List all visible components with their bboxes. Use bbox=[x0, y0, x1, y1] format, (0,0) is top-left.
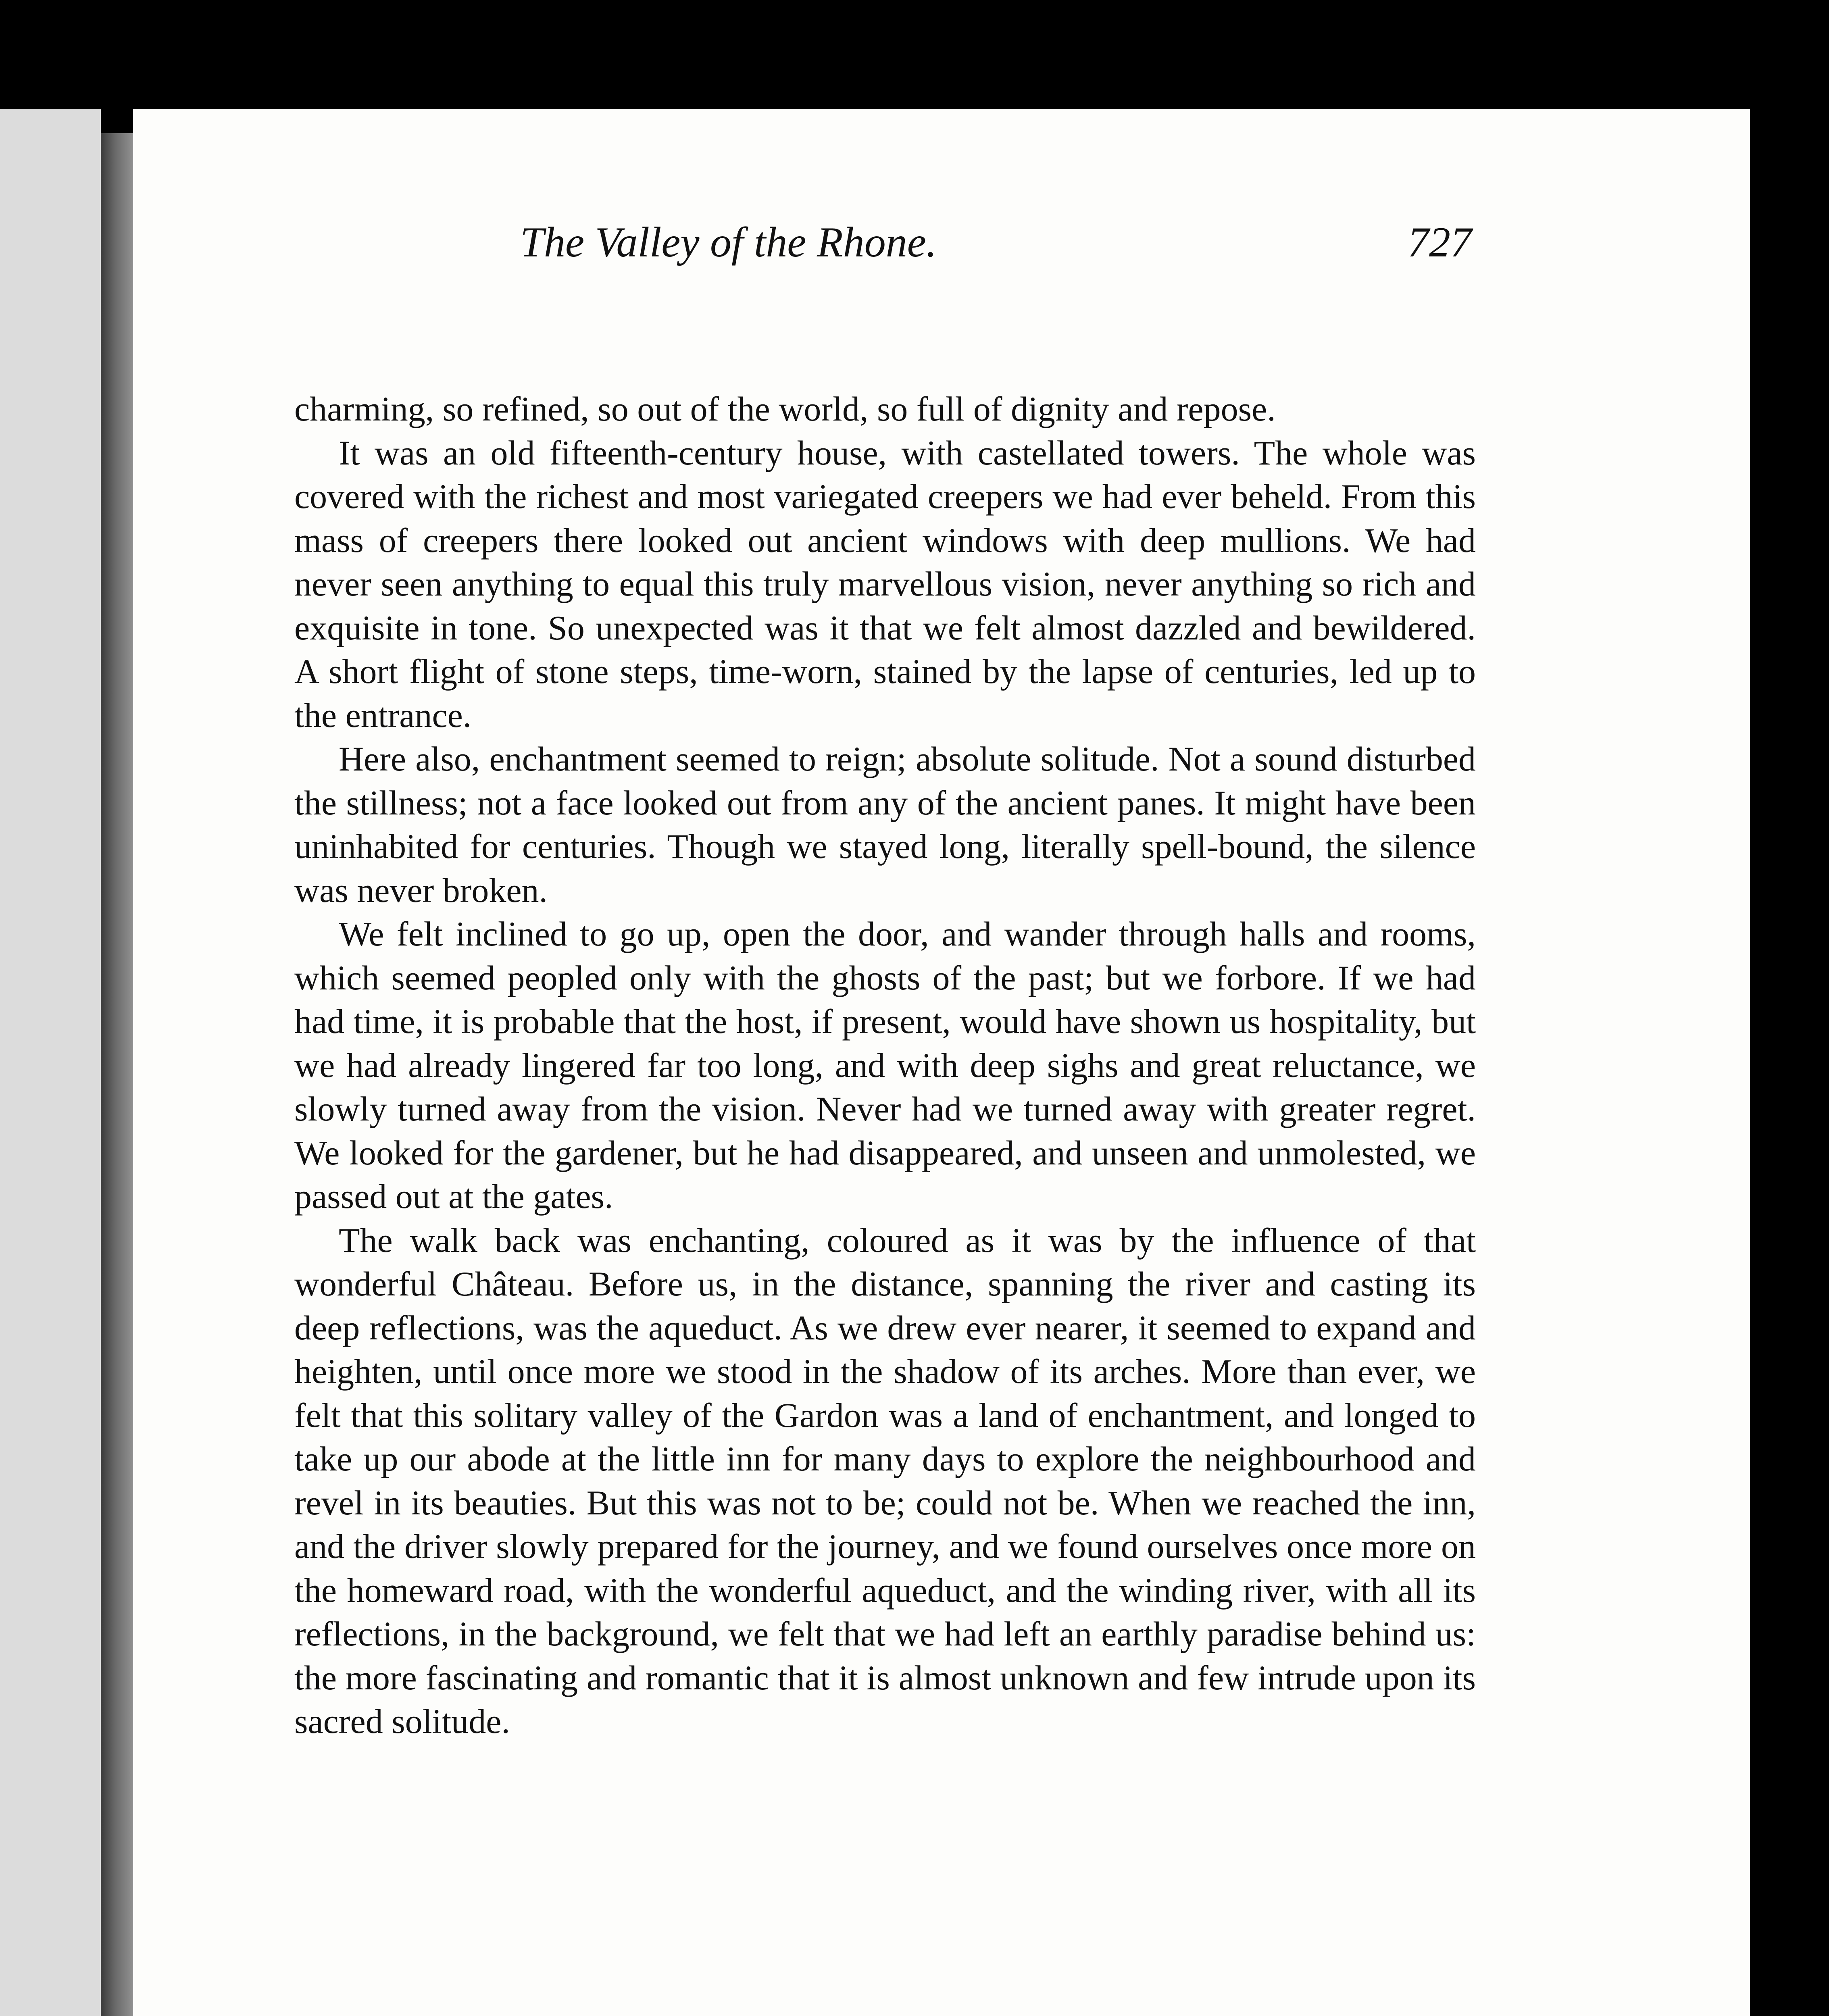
paragraph-continued: charming, so refined, so out of the world, so full of dignity and repose. bbox=[294, 389, 1276, 428]
facing-page-edge bbox=[0, 109, 101, 2016]
paragraph: It was an old fifteenth-century house, with castellated towers. The whole was covered with the richest and most variegated creepers we had ever beheld. From this mass of creepers there looked out ancient windows with deep mullions. We had never seen anything to equal this truly marvellous vision, never anything so rich and exquisite in tone. So unexpected was it that we felt almost dazzled and bewildered. A short flight of stone steps, time-worn, stained by the lapse of centuries, led up to the entrance. bbox=[294, 433, 1476, 735]
running-title: The Valley of the Rhone. bbox=[520, 219, 937, 266]
paragraph: Here also, enchantment seemed to reign; absolute solitude. Not a sound disturbed the stillness; not a face looked out from any of the ancient panes. It might have been uninhabited for centuries. Though we stayed long, literally spell-bound, the silence was never broken. bbox=[294, 739, 1476, 910]
paragraph: We felt inclined to go up, open the door, and wander through halls and rooms, which seemed peopled only with the ghosts of the past; but we forbore. If we had had time, it is probable that the host, if present, would have shown us hospitality, but we had already lingered far too long, and with deep sighs and great reluctance, we slowly turned away from the vision. Never had we turned away with greater regret. We looked for the gardener, but he had disappeared, and unseen and unmolested, we passed out at the gates. bbox=[294, 914, 1476, 1216]
running-head bbox=[520, 202, 1472, 282]
body-text bbox=[294, 387, 1476, 1743]
paragraph: The walk back was enchanting, coloured as it was by the influence of that wonderful Château. Before us, in the distance, spanning the river and casting its deep reflections, was the aqueduct. As we drew ever nearer, it seemed to expand and heighten, until once more we stood in the shadow of its arches. More than ever, we felt that this solitary valley of the Gardon was a land of enchantment, and longed to take up our abode at the little inn for many days to explore the neighbourhood and revel in its beauties. But this was not to be; could not be. When we reached the inn, and the driver slowly prepared for the journey, and we found ourselves once more on the homeward road, with the wonderful aqueduct, and the winding river, with all its reflections, in the background, we felt that we had left an earthly paradise behind us: the more fascinating and romantic that it is almost unknown and few intrude upon its sacred solitude. bbox=[294, 1220, 1476, 1741]
page-number: 727 bbox=[1408, 219, 1472, 266]
book-gutter-shadow bbox=[101, 133, 137, 2016]
